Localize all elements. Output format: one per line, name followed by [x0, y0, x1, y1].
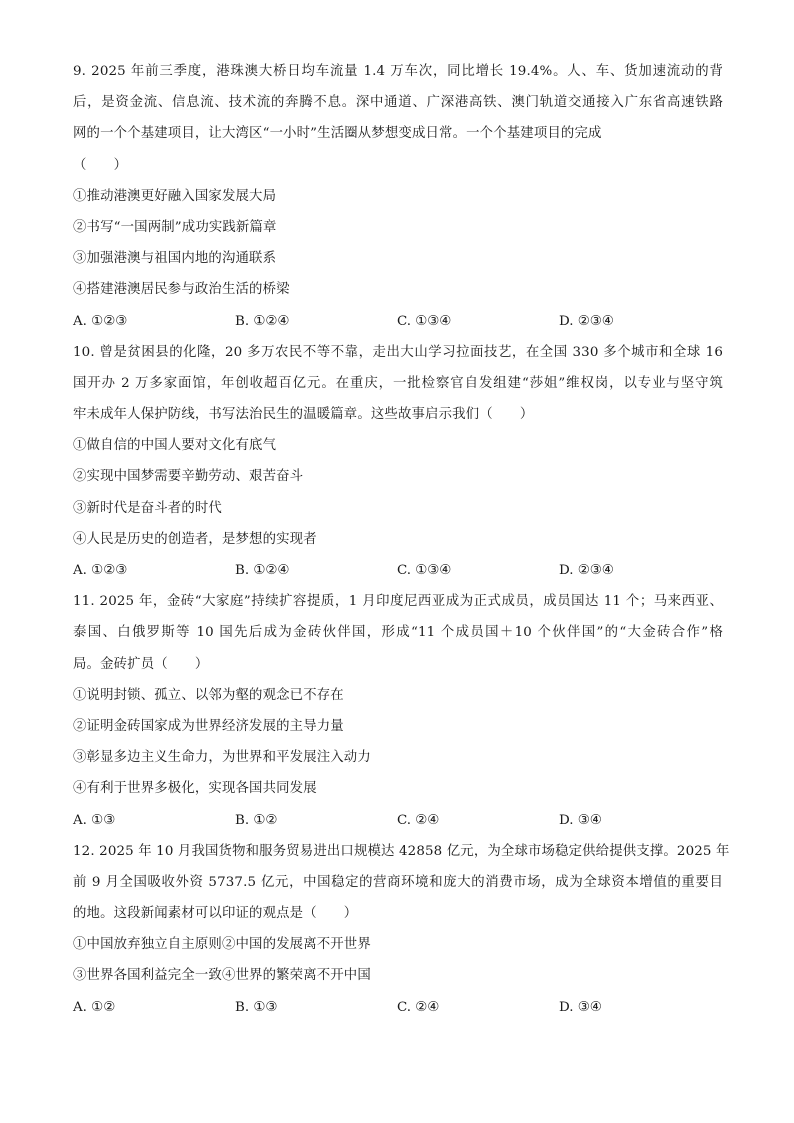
option-c[interactable]: C. ①③④ — [397, 563, 452, 578]
option-a[interactable]: A. ①③ — [73, 812, 116, 828]
option-c[interactable]: C. ①③④ — [397, 313, 452, 329]
statement-4: ④人民是历史的创造者，是梦想的实现者 — [73, 531, 317, 547]
question-9 — [73, 62, 723, 332]
option-b[interactable]: B. ①②④ — [235, 313, 290, 329]
answer-options — [73, 561, 723, 581]
statement-4: ④有利于世界多极化，实现各国共同发展 — [73, 781, 317, 797]
question-10 — [73, 343, 723, 581]
statement-4: ④搭建港澳居民参与政治生活的桥梁 — [73, 282, 290, 298]
question-stem-line: 泰国、白俄罗斯等 10 国先后成为金砖伙伴国，形成“11 个成员国＋10 个伙伴国”的“大金砖合作”格 — [73, 625, 723, 641]
statement-3: ③彰显多边主义生命力，为世界和平发展注入动力 — [73, 750, 371, 766]
answer-options — [73, 312, 723, 332]
answer-options — [73, 811, 723, 831]
option-b[interactable]: B. ①③ — [235, 999, 278, 1015]
question-stem-line: 牢未成年人保护防线，书写法治民生的温暖篇章。这些故事启示我们（ ） — [73, 407, 534, 423]
question-stem-line: 国开办 2 万多家面馆，年创收超百亿元。在重庆，一批检察官自发组建“莎姐”维权岗，以专业与坚守筑 — [73, 375, 723, 391]
question-stem-line: 网的一个个基建项目，让大湾区“一小时”生活圈从梦想变成日常。一个个基建项目的完成 — [73, 126, 602, 142]
question-11 — [73, 592, 723, 830]
question-stem-line: 局。金砖扩员（ ） — [73, 656, 209, 672]
option-b[interactable]: B. ①② — [235, 812, 278, 828]
option-c[interactable]: C. ②④ — [397, 999, 440, 1015]
statement-3: ③加强港澳与祖国内地的沟通联系 — [73, 251, 277, 267]
question-stem-line: 10. 曾是贫困县的化隆，20 多万农民不等不靠，走出大山学习拉面技艺，在全国 330 多个城市和全球 16 — [73, 344, 723, 360]
question-stem-line: 12. 2025 年 10 月我国货物和服务贸易进出口规模达 42858 亿元，为全球市场稳定供给提供支撑。2025 年 — [73, 843, 730, 859]
answer-blank: （ ） — [73, 157, 128, 173]
option-d[interactable]: D. ②③④ — [559, 313, 614, 329]
answer-options — [73, 998, 723, 1018]
option-b[interactable]: B. ①②④ — [235, 563, 290, 578]
statement-3-4: ③世界各国利益完全一致④世界的繁荣离不开中国 — [73, 968, 371, 984]
statement-3: ③新时代是奋斗者的时代 — [73, 500, 222, 516]
option-a[interactable]: A. ①②③ — [73, 563, 128, 578]
exam-page — [73, 62, 730, 1029]
statement-1: ①推动港澳更好融入国家发展大局 — [73, 188, 277, 204]
option-a[interactable]: A. ①② — [73, 999, 116, 1015]
question-12 — [73, 842, 730, 1018]
statement-1: ①说明封锁、孤立、以邻为壑的观念已不存在 — [73, 687, 344, 703]
statement-2: ②实现中国梦需要辛勤劳动、艰苦奋斗 — [73, 469, 304, 485]
statement-2: ②证明金砖国家成为世界经济发展的主导力量 — [73, 718, 344, 734]
question-stem-line: 前 9 月全国吸收外资 5737.5 亿元，中国稳定的营商环境和庞大的消费市场，成为全球资本增值的重要目 — [73, 874, 723, 890]
statement-1: ①做自信的中国人要对文化有底气 — [73, 438, 277, 454]
question-stem-line: 9. 2025 年前三季度，港珠澳大桥日均车流量 1.4 万车次，同比增长 19.4%。人、车、货加速流动的背 — [73, 64, 723, 79]
question-stem-line: 后，是资金流、信息流、技术流的奔腾不息。深中通道、广深港高铁、澳门轨道交通接入广东省高速铁路 — [73, 95, 723, 111]
option-d[interactable]: D. ③④ — [559, 999, 602, 1015]
question-stem-line: 的地。这段新闻素材可以印证的观点是（ ） — [73, 906, 358, 922]
statement-1-2: ①中国放弃独立自主原则②中国的发展离不开世界 — [73, 937, 371, 953]
option-d[interactable]: D. ②③④ — [559, 563, 614, 578]
question-stem-line: 11. 2025 年，金砖“大家庭”持续扩容提质，1 月印度尼西亚成为正式成员，成员国达 11 个；马来西亚、 — [73, 594, 723, 610]
option-c[interactable]: C. ②④ — [397, 812, 440, 828]
option-a[interactable]: A. ①②③ — [73, 313, 128, 329]
statement-2: ②书写“一国两制”成功实践新篇章 — [73, 219, 277, 235]
option-d[interactable]: D. ③④ — [559, 812, 602, 828]
